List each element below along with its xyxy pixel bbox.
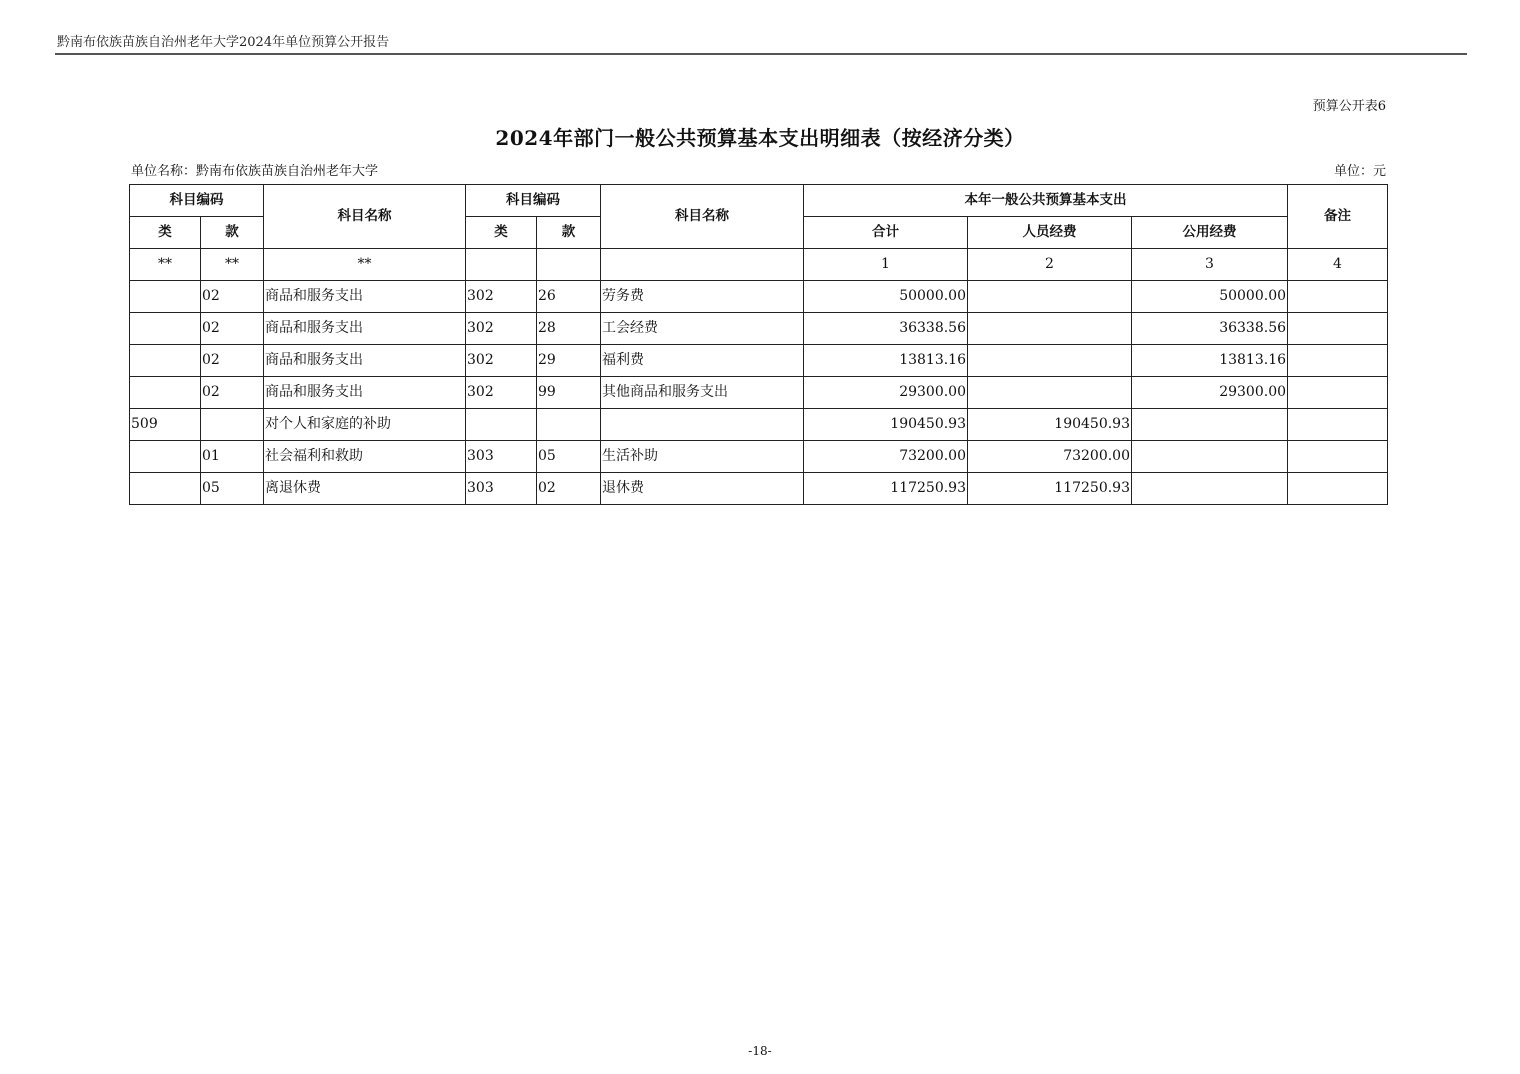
cell-item-2: 99 [537,377,601,409]
cell-item-1: 02 [201,313,264,345]
cell-item-1: 02 [201,377,264,409]
index-cell: ** [264,249,466,281]
header-divider [55,53,1467,55]
header-expense-group: 本年一般公共预算基本支出 [804,185,1288,217]
cell-personnel [968,377,1132,409]
cell-item-2: 29 [537,345,601,377]
index-cell: 4 [1288,249,1388,281]
cell-class-1 [130,281,201,313]
cell-item-2: 05 [537,441,601,473]
cell-name-1: 商品和服务支出 [264,313,466,345]
header-name-2: 科目名称 [601,185,804,249]
index-cell: 2 [968,249,1132,281]
cell-name-2: 劳务费 [601,281,804,313]
table-row [130,441,1388,473]
cell-item-1: 02 [201,281,264,313]
cell-personnel: 73200.00 [968,441,1132,473]
page-number: -18- [748,1044,772,1058]
header-personnel: 人员经费 [968,217,1132,249]
cell-personnel [968,345,1132,377]
index-cell [537,249,601,281]
cell-item-2: 28 [537,313,601,345]
cell-item-1 [201,409,264,441]
unit-name-label: 单位名称：黔南布依族苗族自治州老年大学 [131,164,379,179]
cell-remark [1288,409,1388,441]
cell-name-2: 福利费 [601,345,804,377]
cell-class-2 [466,409,537,441]
table-row [130,409,1388,441]
cell-personnel [968,281,1132,313]
cell-name-2 [601,409,804,441]
cell-public: 13813.16 [1132,345,1288,377]
table-code-label: 预算公开表6 [1312,99,1386,114]
cell-class-1 [130,345,201,377]
header-class-1: 类 [130,217,201,249]
cell-name-2: 生活补助 [601,441,804,473]
cell-name-1: 离退休费 [264,473,466,505]
cell-total: 36338.56 [804,313,968,345]
cell-class-2: 302 [466,313,537,345]
cell-class-2: 302 [466,281,537,313]
cell-item-1: 02 [201,345,264,377]
cell-remark [1288,377,1388,409]
cell-remark [1288,345,1388,377]
cell-name-1: 对个人和家庭的补助 [264,409,466,441]
cell-public: 50000.00 [1132,281,1288,313]
header-item-2: 款 [537,217,601,249]
cell-public [1132,473,1288,505]
cell-personnel: 190450.93 [968,409,1132,441]
cell-remark [1288,313,1388,345]
cell-name-1: 商品和服务支出 [264,281,466,313]
header-code-group-2: 科目编码 [466,185,601,217]
cell-class-2: 302 [466,345,537,377]
running-header-title: 黔南布依族苗族自治州老年大学2024年单位预算公开报告 [57,35,390,50]
cell-public: 29300.00 [1132,377,1288,409]
header-total: 合计 [804,217,968,249]
header-code-group-1: 科目编码 [130,185,264,217]
cell-personnel [968,313,1132,345]
cell-total: 73200.00 [804,441,968,473]
header-row-1 [130,185,1388,217]
index-row [130,249,1388,281]
cell-name-2: 退休费 [601,473,804,505]
header-name-1: 科目名称 [264,185,466,249]
header-remark: 备注 [1288,185,1388,249]
index-cell: 1 [804,249,968,281]
table-row [130,281,1388,313]
cell-remark [1288,441,1388,473]
index-cell: ** [201,249,264,281]
table-row [130,345,1388,377]
cell-name-2: 工会经费 [601,313,804,345]
cell-public [1132,441,1288,473]
cell-item-2: 02 [537,473,601,505]
page-title: 2024年部门一般公共预算基本支出明细表（按经济分类） [495,126,1025,150]
cell-item-2: 26 [537,281,601,313]
cell-name-1: 商品和服务支出 [264,377,466,409]
cell-total: 50000.00 [804,281,968,313]
cell-class-2: 303 [466,441,537,473]
currency-unit-label: 单位：元 [1333,164,1386,179]
cell-public [1132,409,1288,441]
cell-item-2 [537,409,601,441]
cell-remark [1288,281,1388,313]
cell-name-2: 其他商品和服务支出 [601,377,804,409]
table-row [130,313,1388,345]
header-class-2: 类 [466,217,537,249]
cell-total: 29300.00 [804,377,968,409]
cell-class-1 [130,441,201,473]
cell-class-2: 303 [466,473,537,505]
cell-class-1 [130,313,201,345]
cell-remark [1288,473,1388,505]
cell-total: 190450.93 [804,409,968,441]
table-row [130,377,1388,409]
cell-public: 36338.56 [1132,313,1288,345]
header-public: 公用经费 [1132,217,1288,249]
index-cell: ** [130,249,201,281]
cell-class-1 [130,377,201,409]
cell-name-1: 社会福利和救助 [264,441,466,473]
cell-total: 117250.93 [804,473,968,505]
budget-table [129,184,1388,505]
cell-personnel: 117250.93 [968,473,1132,505]
cell-class-1: 509 [130,409,201,441]
cell-class-1 [130,473,201,505]
index-cell [601,249,804,281]
cell-item-1: 01 [201,441,264,473]
cell-item-1: 05 [201,473,264,505]
cell-name-1: 商品和服务支出 [264,345,466,377]
header-item-1: 款 [201,217,264,249]
cell-total: 13813.16 [804,345,968,377]
index-cell [466,249,537,281]
cell-class-2: 302 [466,377,537,409]
table-row [130,473,1388,505]
index-cell: 3 [1132,249,1288,281]
